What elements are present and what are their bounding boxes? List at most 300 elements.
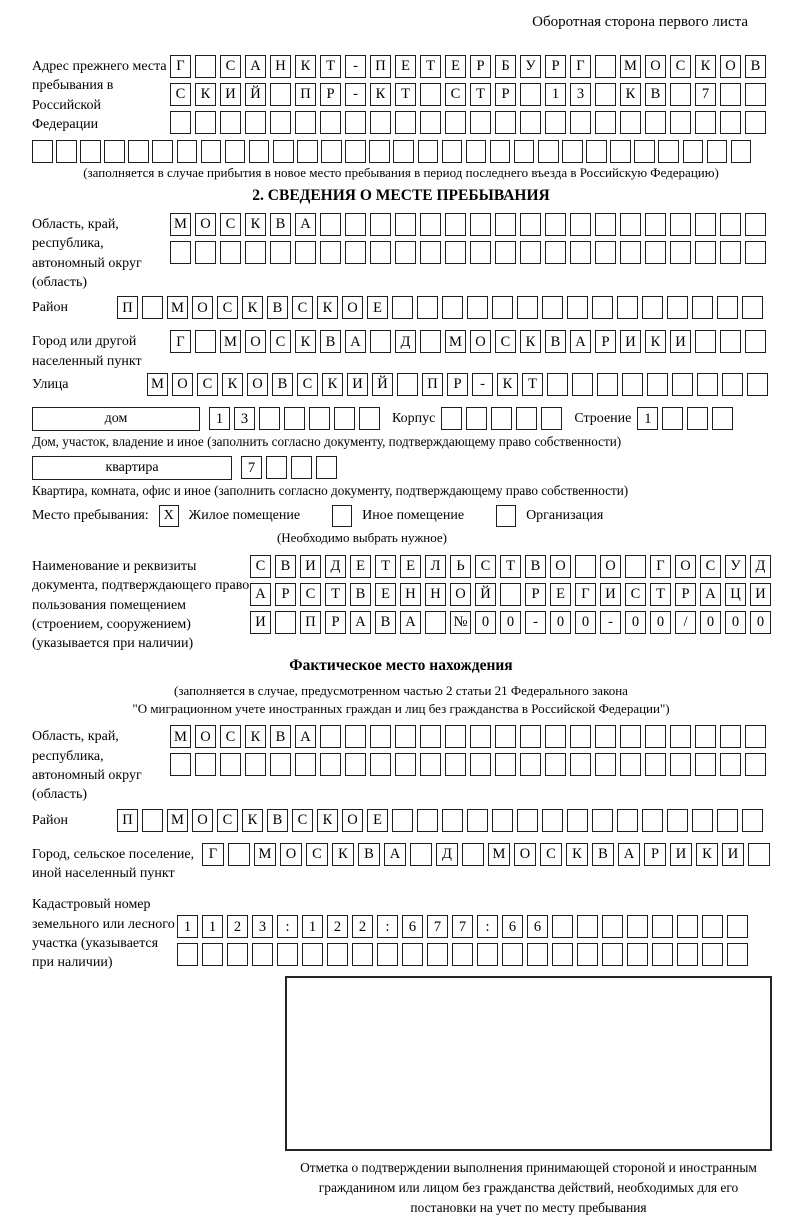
char-box: 2 (352, 915, 373, 938)
actual-region-label: Область, край, республика, автономный округ (область) (32, 729, 142, 803)
char-box (395, 111, 416, 134)
char-box: И (670, 843, 692, 866)
char-box (541, 407, 562, 430)
char-box (634, 140, 655, 163)
char-box: Д (750, 555, 771, 578)
char-box: С (306, 843, 328, 866)
char-box: 0 (700, 611, 721, 634)
char-box (466, 407, 487, 430)
char-box (572, 373, 593, 396)
char-box: Р (495, 83, 516, 106)
char-box (470, 753, 491, 776)
char-box (291, 456, 312, 479)
char-box (420, 330, 441, 353)
char-box: С (170, 83, 191, 106)
char-box (128, 140, 149, 163)
char-box (677, 915, 698, 938)
char-box: Г (202, 843, 224, 866)
char-box: 0 (725, 611, 746, 634)
char-box (717, 809, 738, 832)
actual-district-field (32, 809, 770, 837)
char-box: О (280, 843, 302, 866)
char-box: 0 (500, 611, 521, 634)
char-box (620, 725, 641, 748)
char-box: Т (320, 55, 341, 78)
char-box: Е (367, 809, 388, 832)
char-box: О (195, 725, 216, 748)
char-box: К (245, 213, 266, 236)
char-box (252, 943, 273, 966)
char-box: С (625, 583, 646, 606)
house-type-box: дом (32, 407, 200, 431)
char-box (595, 725, 616, 748)
stroenie-label: Строение (574, 410, 632, 426)
char-box: Й (372, 373, 393, 396)
char-box: А (245, 55, 266, 78)
char-box (370, 330, 391, 353)
char-box (745, 753, 766, 776)
char-box (592, 296, 613, 319)
char-box: С (495, 330, 516, 353)
char-box (417, 296, 438, 319)
char-box (495, 725, 516, 748)
char-box: Л (425, 555, 446, 578)
actual-district-label: Район (32, 812, 68, 828)
char-box (517, 809, 538, 832)
char-box: Р (675, 583, 696, 606)
char-box (295, 241, 316, 264)
char-box: П (300, 611, 321, 634)
char-box (617, 296, 638, 319)
char-box (352, 943, 373, 966)
char-box: И (300, 555, 321, 578)
char-box (277, 943, 298, 966)
char-box: Р (275, 583, 296, 606)
apartment-number-cells (241, 456, 337, 479)
document-row-3 (250, 611, 771, 634)
char-box (225, 140, 246, 163)
char-box: А (570, 330, 591, 353)
char-box: Н (270, 55, 291, 78)
char-box (470, 725, 491, 748)
char-box (177, 943, 198, 966)
char-box: У (725, 555, 746, 578)
char-box (595, 241, 616, 264)
char-box (722, 373, 743, 396)
char-box (627, 943, 648, 966)
char-box: В (350, 583, 371, 606)
char-box: О (195, 213, 216, 236)
char-box: К (295, 330, 316, 353)
char-box (445, 111, 466, 134)
stay-place-row (32, 505, 770, 527)
char-box: Т (395, 83, 416, 106)
char-box (520, 111, 541, 134)
char-box: К (195, 83, 216, 106)
char-box: О (675, 555, 696, 578)
char-box (152, 140, 173, 163)
char-box (595, 213, 616, 236)
stay-place-label: Место пребывания: (32, 507, 149, 523)
char-box (345, 725, 366, 748)
char-box (687, 407, 708, 430)
char-box: 1 (637, 407, 658, 430)
char-box: С (217, 296, 238, 319)
char-box: В (267, 296, 288, 319)
char-box: Г (170, 330, 191, 353)
char-box: О (645, 55, 666, 78)
char-box: Е (395, 55, 416, 78)
char-box (695, 753, 716, 776)
char-box: С (220, 725, 241, 748)
char-box: Р (325, 611, 346, 634)
char-box (320, 725, 341, 748)
char-box (702, 943, 723, 966)
char-box (441, 407, 462, 430)
actual-city-row (202, 843, 770, 866)
char-box (80, 140, 101, 163)
char-box: Р (545, 55, 566, 78)
char-box: К (520, 330, 541, 353)
apartment-type-box: квартира (32, 456, 232, 480)
char-box: - (345, 55, 366, 78)
char-box: В (320, 330, 341, 353)
char-box: Р (644, 843, 666, 866)
document-field (32, 555, 770, 654)
char-box (302, 943, 323, 966)
char-box: В (745, 55, 766, 78)
char-box (567, 296, 588, 319)
char-box (467, 296, 488, 319)
char-box: В (525, 555, 546, 578)
document-rows (250, 555, 771, 639)
char-box (695, 111, 716, 134)
char-box: А (250, 583, 271, 606)
char-box: О (245, 330, 266, 353)
actual-district-row (117, 809, 770, 832)
prev-address-row-1 (170, 55, 770, 78)
char-box (321, 140, 342, 163)
char-box: И (620, 330, 641, 353)
char-box: - (472, 373, 493, 396)
char-box: Б (495, 55, 516, 78)
char-box: В (270, 213, 291, 236)
char-box: Ц (725, 583, 746, 606)
char-box (652, 943, 673, 966)
char-box (745, 111, 766, 134)
char-box: С (540, 843, 562, 866)
char-box: 7 (427, 915, 448, 938)
city-field (32, 330, 770, 371)
prev-address-note: (заполняется в случае прибытия в новое место пребывания в период последнего въезда в Российскую Федерацию) (83, 165, 719, 180)
char-box: О (720, 55, 741, 78)
char-box (697, 373, 718, 396)
district-label: Район (32, 300, 68, 316)
char-box: А (295, 725, 316, 748)
char-box (345, 111, 366, 134)
char-box: В (592, 843, 614, 866)
char-box (177, 140, 198, 163)
char-box (170, 111, 191, 134)
char-box (201, 140, 222, 163)
char-box (402, 943, 423, 966)
char-box (470, 213, 491, 236)
char-box (577, 943, 598, 966)
char-box (195, 111, 216, 134)
char-box: К (242, 809, 263, 832)
region-label: Область, край, республика, автономный округ (область) (32, 217, 142, 290)
prev-address-row-2 (170, 83, 770, 106)
char-box: 6 (502, 915, 523, 938)
char-box: С (270, 330, 291, 353)
char-box (249, 140, 270, 163)
char-box: 2 (227, 915, 248, 938)
char-box (720, 725, 741, 748)
char-box (567, 809, 588, 832)
cadastral-row-2 (177, 943, 770, 966)
option-organization-label: Организация (526, 507, 604, 523)
char-box (334, 407, 355, 430)
char-box (420, 111, 441, 134)
char-box (610, 140, 631, 163)
char-box (370, 111, 391, 134)
char-box: Т (500, 555, 521, 578)
char-box (720, 753, 741, 776)
char-box (595, 111, 616, 134)
prev-address-row-4 (32, 140, 770, 163)
char-box (270, 111, 291, 134)
char-box (320, 241, 341, 264)
char-box (170, 241, 191, 264)
char-box (477, 943, 498, 966)
char-box (309, 407, 330, 430)
char-box: К (332, 843, 354, 866)
char-box: 6 (402, 915, 423, 938)
char-box: К (497, 373, 518, 396)
char-box: С (670, 55, 691, 78)
char-box (517, 296, 538, 319)
char-box: А (350, 611, 371, 634)
char-box (397, 373, 418, 396)
char-box (445, 753, 466, 776)
char-box: М (220, 330, 241, 353)
char-box (345, 140, 366, 163)
char-box: М (170, 213, 191, 236)
char-box: : (377, 915, 398, 938)
char-box (695, 241, 716, 264)
char-box: С (220, 213, 241, 236)
char-box: К (317, 296, 338, 319)
char-box (720, 241, 741, 264)
char-box (692, 809, 713, 832)
char-box (170, 753, 191, 776)
char-box (620, 753, 641, 776)
char-box (395, 213, 416, 236)
char-box: Р (470, 55, 491, 78)
char-box (745, 213, 766, 236)
char-box (266, 456, 287, 479)
char-box (670, 213, 691, 236)
char-box: С (220, 55, 241, 78)
korpus-label: Корпус (392, 410, 436, 426)
char-box (727, 943, 748, 966)
char-box (642, 809, 663, 832)
char-box: К (317, 809, 338, 832)
char-box: Н (400, 583, 421, 606)
char-box (427, 943, 448, 966)
char-box: С (445, 83, 466, 106)
char-box: К (696, 843, 718, 866)
char-box (602, 943, 623, 966)
char-box: 7 (452, 915, 473, 938)
char-box: О (342, 809, 363, 832)
char-box (642, 296, 663, 319)
char-box (520, 725, 541, 748)
char-box (370, 753, 391, 776)
house-note: Дом, участок, владение и иное (заполнить согласно документу, подтверждающему право собственности) (32, 433, 622, 449)
char-box (514, 140, 535, 163)
char-box (586, 140, 607, 163)
char-box: П (295, 83, 316, 106)
char-box (245, 753, 266, 776)
char-box (545, 241, 566, 264)
char-box (625, 555, 646, 578)
page-side-note: Оборотная сторона первого листа (532, 14, 748, 30)
char-box: / (675, 611, 696, 634)
char-box (695, 330, 716, 353)
char-box: 3 (252, 915, 273, 938)
char-box (297, 140, 318, 163)
char-box: 1 (202, 915, 223, 938)
char-box (620, 241, 641, 264)
char-box (295, 753, 316, 776)
char-box (670, 753, 691, 776)
char-box (370, 241, 391, 264)
actual-region-row-1 (170, 725, 770, 748)
char-box: И (347, 373, 368, 396)
char-box: О (192, 809, 213, 832)
char-box: О (172, 373, 193, 396)
char-box: П (117, 296, 138, 319)
char-box (658, 140, 679, 163)
char-box (667, 296, 688, 319)
char-box (295, 111, 316, 134)
char-box: № (450, 611, 471, 634)
char-box: И (670, 330, 691, 353)
char-box (395, 753, 416, 776)
char-box: В (375, 611, 396, 634)
char-box (259, 407, 280, 430)
char-box: Г (650, 555, 671, 578)
char-box: О (342, 296, 363, 319)
char-box (270, 83, 291, 106)
char-box (345, 213, 366, 236)
house-row (32, 407, 770, 431)
char-box: С (292, 296, 313, 319)
char-box: Е (350, 555, 371, 578)
char-box: В (270, 725, 291, 748)
option-residential-label: Жилое помещение (188, 507, 301, 523)
char-box: Т (420, 55, 441, 78)
char-box: Р (525, 583, 546, 606)
char-box: 1 (177, 915, 198, 938)
char-box (445, 213, 466, 236)
char-box: 7 (695, 83, 716, 106)
char-box: Р (595, 330, 616, 353)
char-box (645, 241, 666, 264)
char-box: Т (325, 583, 346, 606)
char-box (470, 111, 491, 134)
char-box (748, 843, 770, 866)
house-number-cells (209, 407, 380, 430)
street-label: Улица (32, 376, 69, 392)
char-box: И (250, 611, 271, 634)
cadastral-label: Кадастровый номер земельного или лесного участка (указывается при наличии) (32, 897, 175, 971)
char-box: П (117, 809, 138, 832)
char-box (702, 915, 723, 938)
char-box: А (384, 843, 406, 866)
char-box: Е (367, 296, 388, 319)
char-box (490, 140, 511, 163)
char-box (727, 915, 748, 938)
char-box (745, 83, 766, 106)
char-box (495, 213, 516, 236)
korpus-cells (441, 407, 562, 430)
actual-location-note-1: (заполняется в случае, предусмотренном частью 2 статьи 21 Федерального закона (174, 683, 628, 699)
char-box: Т (375, 555, 396, 578)
char-box (742, 809, 763, 832)
char-box: : (477, 915, 498, 938)
char-box (595, 55, 616, 78)
char-box (627, 915, 648, 938)
char-box (620, 213, 641, 236)
char-box (345, 241, 366, 264)
char-box (420, 725, 441, 748)
char-box: С (475, 555, 496, 578)
char-box (545, 111, 566, 134)
char-box (520, 83, 541, 106)
char-box (425, 611, 446, 634)
region-row-1 (170, 213, 770, 236)
char-box (500, 583, 521, 606)
char-box (670, 241, 691, 264)
char-box (445, 725, 466, 748)
char-box (195, 241, 216, 264)
char-box (270, 241, 291, 264)
char-box (466, 140, 487, 163)
apartment-note: Квартира, комната, офис и иное (заполнить согласно документу, подтверждающему право собственности) (32, 482, 629, 498)
char-box: Ь (450, 555, 471, 578)
char-box: А (345, 330, 366, 353)
char-box (542, 809, 563, 832)
char-box (316, 456, 337, 479)
char-box (516, 407, 537, 430)
char-box (470, 241, 491, 264)
char-box (220, 241, 241, 264)
char-box (577, 915, 598, 938)
char-box (275, 611, 296, 634)
char-box: Р (447, 373, 468, 396)
char-box: 3 (234, 407, 255, 430)
char-box (345, 753, 366, 776)
char-box: К (620, 83, 641, 106)
char-box (527, 943, 548, 966)
char-box (392, 809, 413, 832)
char-box (370, 213, 391, 236)
char-box (492, 809, 513, 832)
char-box (195, 330, 216, 353)
char-box (56, 140, 77, 163)
